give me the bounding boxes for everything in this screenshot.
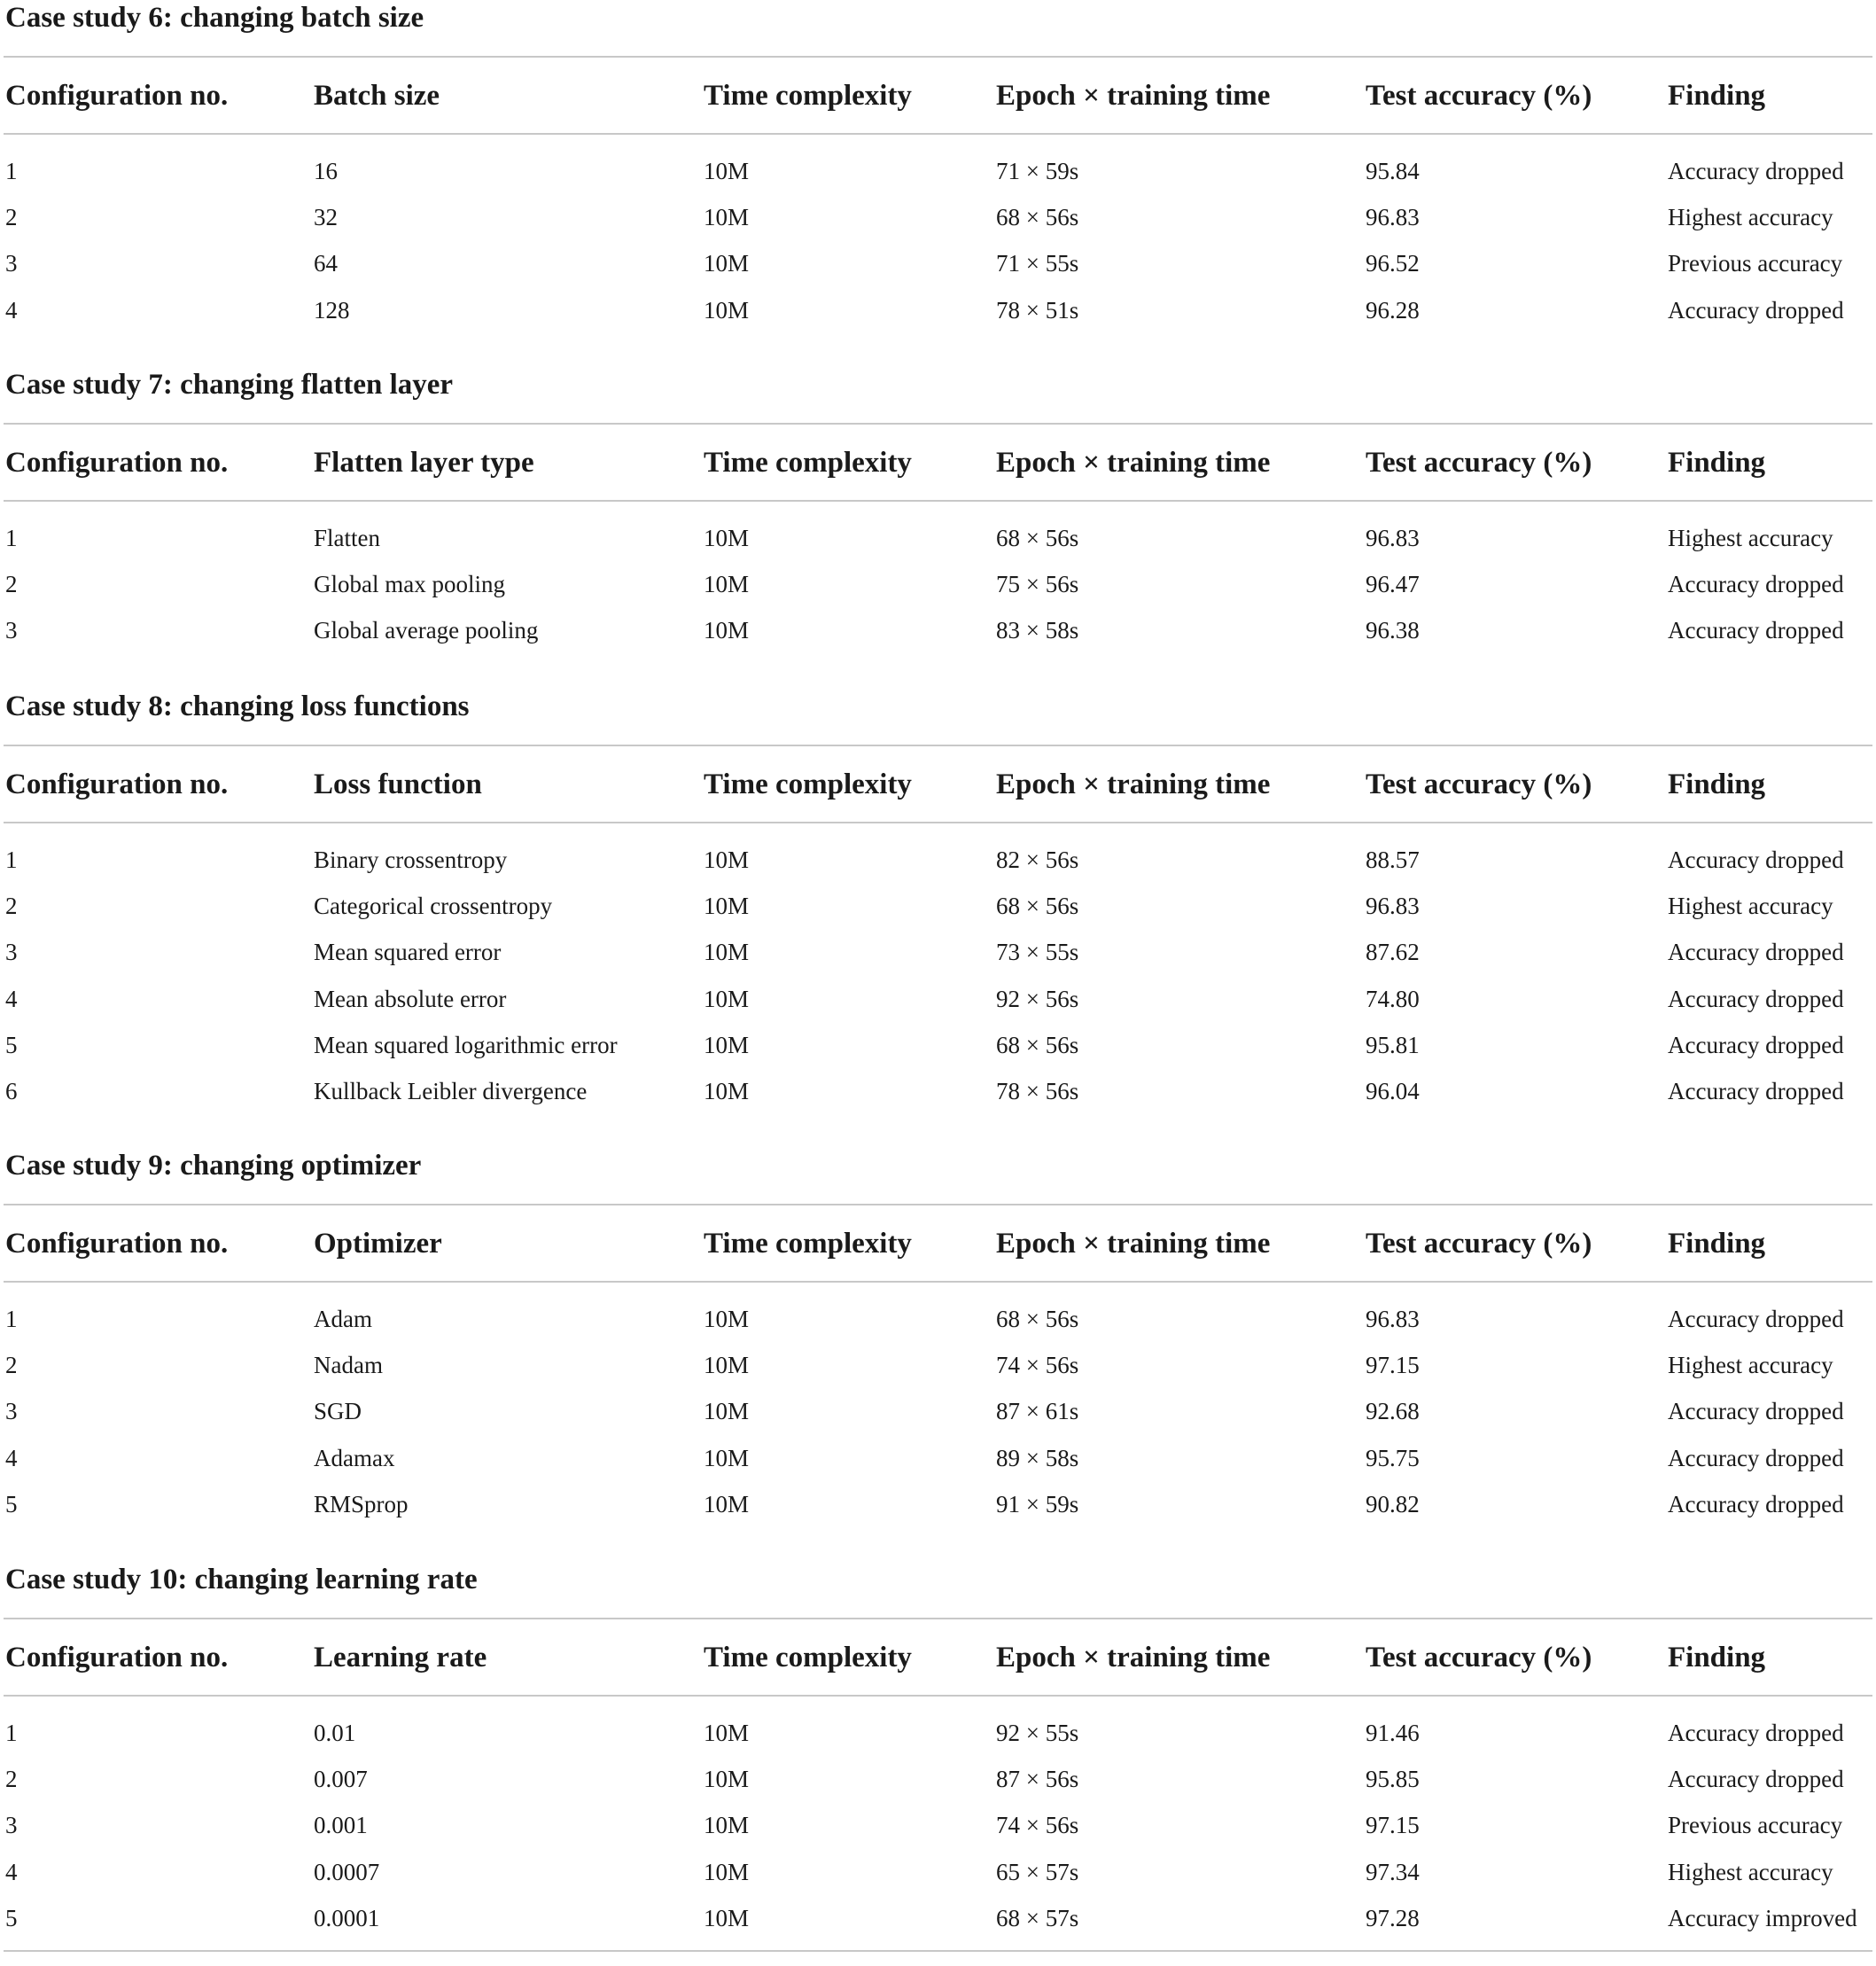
header-bottom-rule	[4, 1281, 1872, 1283]
header-top-rule	[4, 745, 1872, 746]
table-cell-no: 3	[5, 1812, 18, 1839]
column-header: Time complexity	[704, 80, 912, 112]
table-cell-no: 2	[5, 1766, 18, 1793]
table-row	[0, 1304, 1876, 1339]
table-cell-param: Adamax	[314, 1444, 395, 1471]
table-cell-epoch: 71 × 59s	[996, 158, 1079, 184]
table-cell-time: 10M	[704, 939, 750, 966]
table-cell-finding: Accuracy dropped	[1668, 296, 1844, 324]
column-header: Finding	[1668, 447, 1766, 479]
table-cell-no: 2	[5, 893, 18, 920]
table-row	[0, 523, 1876, 558]
table-cell-epoch: 92 × 56s	[996, 985, 1079, 1012]
table-cell-epoch: 73 × 55s	[996, 939, 1079, 966]
table-cell-finding: Accuracy dropped	[1668, 1720, 1844, 1746]
column-header: Epoch × training time	[996, 1228, 1271, 1260]
column-header: Learning rate	[314, 1642, 487, 1673]
column-header: Time complexity	[704, 1228, 912, 1260]
column-header: Epoch × training time	[996, 447, 1271, 479]
table-cell-acc: 95.81	[1366, 1031, 1420, 1058]
table-row	[0, 1443, 1876, 1478]
table-cell-epoch: 65 × 57s	[996, 1858, 1079, 1885]
table-cell-param: Mean squared error	[314, 939, 502, 966]
table-cell-param: 0.0001	[314, 1904, 380, 1931]
table-cell-epoch: 74 × 56s	[996, 1812, 1079, 1839]
table-cell-epoch: 78 × 56s	[996, 1078, 1079, 1104]
table-cell-epoch: 68 × 56s	[996, 1031, 1079, 1058]
header-bottom-rule	[4, 1695, 1872, 1697]
table-cell-time: 10M	[704, 1031, 750, 1058]
table-cell-time: 10M	[704, 250, 750, 277]
table-cell-param: Flatten	[314, 525, 380, 551]
case-study-section	[0, 0, 1876, 347]
table-cell-acc: 96.28	[1366, 296, 1420, 324]
table-cell-no: 4	[5, 1858, 18, 1885]
table-cell-no: 4	[5, 985, 18, 1012]
table-cell-param: 0.01	[314, 1720, 356, 1746]
table-cell-time: 10M	[704, 1720, 750, 1746]
column-header: Finding	[1668, 768, 1766, 800]
table-cell-finding: Highest accuracy	[1668, 1858, 1833, 1885]
column-header: Batch size	[314, 80, 440, 112]
table-cell-time: 10M	[704, 1398, 750, 1425]
table-cell-param: 0.001	[314, 1812, 368, 1839]
table-cell-param: Binary crossentropy	[314, 846, 508, 873]
table-cell-acc: 96.04	[1366, 1078, 1420, 1104]
table-cell-finding: Accuracy dropped	[1668, 985, 1844, 1012]
column-header: Configuration no.	[5, 447, 229, 479]
table-row	[0, 1903, 1876, 1939]
table-cell-finding: Highest accuracy	[1668, 1352, 1833, 1379]
table-cell-time: 10M	[704, 1306, 750, 1332]
table-cell-no: 6	[5, 1078, 18, 1104]
table-cell-acc: 74.80	[1366, 985, 1420, 1012]
table-row	[0, 1764, 1876, 1799]
table-cell-epoch: 87 × 61s	[996, 1398, 1079, 1425]
column-header: Configuration no.	[5, 80, 229, 112]
table-cell-param: Adam	[314, 1306, 372, 1332]
table-cell-finding: Accuracy dropped	[1668, 846, 1844, 873]
column-header: Test accuracy (%)	[1366, 1228, 1592, 1260]
column-header: Time complexity	[704, 1642, 912, 1673]
table-cell-epoch: 91 × 59s	[996, 1490, 1079, 1517]
table-cell-param: 0.007	[314, 1766, 368, 1793]
table-cell-param: 0.0007	[314, 1858, 380, 1885]
table-cell-no: 3	[5, 939, 18, 966]
column-header: Epoch × training time	[996, 1642, 1271, 1673]
table-cell-param: Global average pooling	[314, 617, 539, 644]
header-bottom-rule	[4, 500, 1872, 502]
header-bottom-rule	[4, 133, 1872, 135]
table-cell-no: 1	[5, 525, 18, 551]
column-header: Test accuracy (%)	[1366, 1642, 1592, 1673]
column-header: Configuration no.	[5, 1642, 229, 1673]
table-row	[0, 1030, 1876, 1065]
table-cell-epoch: 89 × 58s	[996, 1444, 1079, 1471]
table-cell-no: 4	[5, 296, 18, 324]
table-cell-param: SGD	[314, 1398, 362, 1425]
column-header: Test accuracy (%)	[1366, 768, 1592, 800]
table-cell-finding: Previous accuracy	[1668, 250, 1843, 277]
table-row	[0, 156, 1876, 191]
table-cell-finding: Accuracy dropped	[1668, 1306, 1844, 1332]
table-cell-no: 2	[5, 571, 18, 598]
table-row	[0, 202, 1876, 238]
table-cell-no: 3	[5, 617, 18, 644]
table-cell-no: 4	[5, 1444, 18, 1471]
case-study-section	[0, 1148, 1876, 1541]
column-header: Time complexity	[704, 768, 912, 800]
table-cell-param: 16	[314, 158, 338, 184]
table-cell-acc: 96.83	[1366, 893, 1420, 920]
table-cell-param: Mean absolute error	[314, 985, 507, 1012]
table-cell-finding: Accuracy dropped	[1668, 1398, 1844, 1425]
table-row	[0, 1810, 1876, 1845]
table-cell-finding: Accuracy dropped	[1668, 158, 1844, 184]
table-cell-time: 10M	[704, 893, 750, 920]
table-cell-finding: Previous accuracy	[1668, 1812, 1843, 1839]
table-row	[0, 984, 1876, 1019]
table-cell-epoch: 92 × 55s	[996, 1720, 1079, 1746]
header-bottom-rule	[4, 822, 1872, 823]
table-cell-acc: 97.15	[1366, 1352, 1420, 1379]
section-title: Case study 9: changing optimizer	[5, 1150, 422, 1182]
table-cell-epoch: 71 × 55s	[996, 250, 1079, 277]
table-cell-acc: 88.57	[1366, 846, 1420, 873]
table-row	[0, 569, 1876, 605]
column-header: Configuration no.	[5, 1228, 229, 1260]
table-cell-time: 10M	[704, 1490, 750, 1517]
table-cell-acc: 87.62	[1366, 939, 1420, 966]
table-cell-no: 2	[5, 204, 18, 231]
table-cell-epoch: 75 × 56s	[996, 571, 1079, 598]
table-cell-epoch: 68 × 56s	[996, 525, 1079, 551]
table-cell-no: 3	[5, 1398, 18, 1425]
table-cell-time: 10M	[704, 204, 750, 231]
table-cell-finding: Accuracy dropped	[1668, 1078, 1844, 1104]
table-cell-time: 10M	[704, 1444, 750, 1471]
section-title: Case study 7: changing flatten layer	[5, 369, 454, 401]
table-cell-acc: 96.47	[1366, 571, 1420, 598]
table-cell-finding: Highest accuracy	[1668, 893, 1833, 920]
table-cell-time: 10M	[704, 617, 750, 644]
table-cell-time: 10M	[704, 1812, 750, 1839]
case-study-section	[0, 367, 1876, 667]
column-header: Flatten layer type	[314, 447, 534, 479]
table-cell-no: 5	[5, 1904, 18, 1931]
table-cell-time: 10M	[704, 296, 750, 324]
table-cell-time: 10M	[704, 985, 750, 1012]
header-top-rule	[4, 56, 1872, 58]
table-cell-finding: Accuracy dropped	[1668, 617, 1844, 644]
column-header: Finding	[1668, 1228, 1766, 1260]
table-cell-epoch: 82 × 56s	[996, 846, 1079, 873]
table-cell-no: 2	[5, 1352, 18, 1379]
table-cell-acc: 95.85	[1366, 1766, 1420, 1793]
table-cell-param: 64	[314, 250, 338, 277]
table-row	[0, 248, 1876, 284]
table-cell-no: 1	[5, 158, 18, 184]
table-cell-acc: 96.83	[1366, 525, 1420, 551]
table-cell-no: 1	[5, 1306, 18, 1332]
table-cell-acc: 91.46	[1366, 1720, 1420, 1746]
table-cell-no: 1	[5, 1720, 18, 1746]
table-cell-finding: Highest accuracy	[1668, 204, 1833, 231]
section-title: Case study 8: changing loss functions	[5, 690, 470, 722]
case-study-section	[0, 1562, 1876, 1954]
table-cell-time: 10M	[704, 1352, 750, 1379]
column-header: Test accuracy (%)	[1366, 80, 1592, 112]
table-cell-time: 10M	[704, 846, 750, 873]
table-cell-no: 5	[5, 1490, 18, 1517]
table-cell-time: 10M	[704, 1858, 750, 1885]
table-cell-param: Kullback Leibler divergence	[314, 1078, 588, 1104]
case-study-section	[0, 689, 1876, 1127]
column-header: Finding	[1668, 80, 1766, 112]
table-cell-finding: Accuracy improved	[1668, 1904, 1857, 1931]
table-cell-epoch: 68 × 56s	[996, 204, 1079, 231]
table-cell-acc: 97.15	[1366, 1812, 1420, 1839]
header-top-rule	[4, 423, 1872, 425]
table-cell-finding: Accuracy dropped	[1668, 1490, 1844, 1517]
table-row	[0, 1489, 1876, 1525]
table-row	[0, 891, 1876, 926]
table-cell-time: 10M	[704, 1078, 750, 1104]
table-cell-finding: Highest accuracy	[1668, 525, 1833, 551]
column-header: Test accuracy (%)	[1366, 447, 1592, 479]
table-cell-epoch: 87 × 56s	[996, 1766, 1079, 1793]
table-cell-time: 10M	[704, 1904, 750, 1931]
table-cell-no: 5	[5, 1031, 18, 1058]
table-cell-acc: 92.68	[1366, 1398, 1420, 1425]
table-cell-epoch: 83 × 58s	[996, 617, 1079, 644]
table-cell-finding: Accuracy dropped	[1668, 1444, 1844, 1471]
table-row	[0, 1396, 1876, 1432]
table-cell-finding: Accuracy dropped	[1668, 1766, 1844, 1793]
header-top-rule	[4, 1618, 1872, 1619]
table-row	[0, 295, 1876, 331]
table-cell-no: 3	[5, 250, 18, 277]
table-cell-epoch: 78 × 51s	[996, 296, 1079, 324]
table-cell-param: RMSprop	[314, 1490, 409, 1517]
column-header: Finding	[1668, 1642, 1766, 1673]
table-cell-acc: 96.38	[1366, 617, 1420, 644]
table-cell-time: 10M	[704, 158, 750, 184]
table-row	[0, 1076, 1876, 1112]
column-header: Epoch × training time	[996, 80, 1271, 112]
table-cell-param: 32	[314, 204, 338, 231]
table-row	[0, 1857, 1876, 1892]
table-cell-acc: 96.83	[1366, 1306, 1420, 1332]
table-cell-acc: 95.84	[1366, 158, 1420, 184]
table-cell-finding: Accuracy dropped	[1668, 571, 1844, 598]
table-cell-acc: 95.75	[1366, 1444, 1420, 1471]
table-cell-param: Categorical crossentropy	[314, 893, 553, 920]
section-title: Case study 10: changing learning rate	[5, 1564, 478, 1595]
table-row	[0, 615, 1876, 651]
table-cell-finding: Accuracy dropped	[1668, 1031, 1844, 1058]
table-cell-acc: 90.82	[1366, 1490, 1420, 1517]
column-header: Epoch × training time	[996, 768, 1271, 800]
table-cell-acc: 96.83	[1366, 204, 1420, 231]
table-cell-param: 128	[314, 296, 350, 324]
column-header: Configuration no.	[5, 768, 229, 800]
section-title: Case study 6: changing batch size	[5, 2, 424, 34]
table-cell-finding: Accuracy dropped	[1668, 939, 1844, 966]
table-cell-param: Global max pooling	[314, 571, 505, 598]
table-row	[0, 937, 1876, 972]
table-cell-param: Nadam	[314, 1352, 383, 1379]
table-cell-epoch: 68 × 57s	[996, 1904, 1079, 1931]
table-cell-acc: 96.52	[1366, 250, 1420, 277]
column-header: Time complexity	[704, 447, 912, 479]
table-cell-param: Mean squared logarithmic error	[314, 1031, 618, 1058]
table-row	[0, 1718, 1876, 1753]
table-cell-no: 1	[5, 846, 18, 873]
table-cell-acc: 97.28	[1366, 1904, 1420, 1931]
table-cell-epoch: 68 × 56s	[996, 893, 1079, 920]
header-top-rule	[4, 1204, 1872, 1205]
column-header: Loss function	[314, 768, 482, 800]
table-row	[0, 1350, 1876, 1385]
table-cell-epoch: 68 × 56s	[996, 1306, 1079, 1332]
table-cell-time: 10M	[704, 571, 750, 598]
table-cell-time: 10M	[704, 1766, 750, 1793]
table-bottom-rule	[4, 1950, 1872, 1952]
table-cell-acc: 97.34	[1366, 1858, 1420, 1885]
column-header: Optimizer	[314, 1228, 442, 1260]
table-cell-epoch: 74 × 56s	[996, 1352, 1079, 1379]
table-row	[0, 845, 1876, 880]
table-cell-time: 10M	[704, 525, 750, 551]
